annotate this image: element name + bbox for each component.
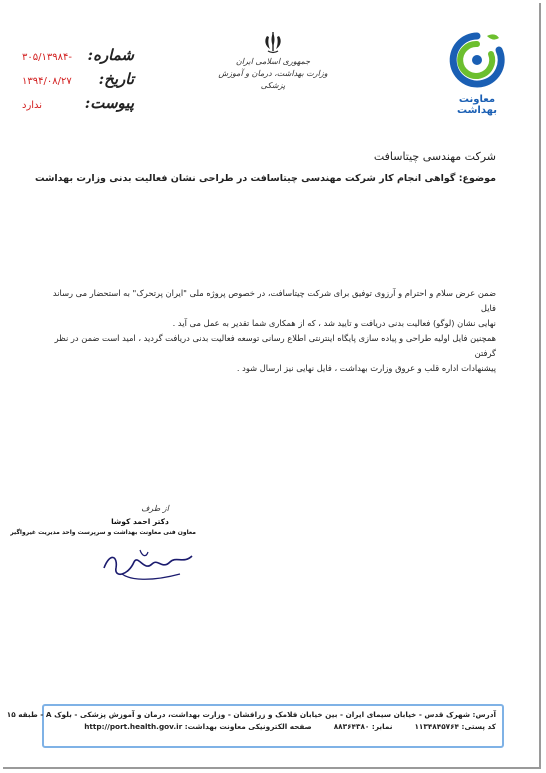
health-deputy-logo bbox=[440, 30, 514, 116]
body-line: نهایی نشان (لوگو) فعالیت بدنی دریافت و تایید شد ، که از همکاری شما تقدیر به عمل می آید . bbox=[172, 318, 496, 328]
signer-title: معاون فنی معاونت بهداشت و سرپرست واحد مدیریت غیرواگیر bbox=[10, 529, 196, 536]
gov-line-ministry: وزارت بهداشت، درمان و آموزش پزشکی bbox=[218, 69, 328, 90]
letter-body bbox=[50, 286, 496, 376]
footer-address-row bbox=[6, 709, 496, 721]
handwritten-signature-icon bbox=[100, 542, 196, 584]
attachment-value: ندارد bbox=[22, 100, 43, 111]
date-label: تاریخ: bbox=[98, 70, 134, 88]
footer-fax: نمابر: ۸۸۳۶۴۳۸۰ bbox=[333, 722, 393, 731]
signature-block bbox=[10, 504, 196, 584]
date-row bbox=[22, 70, 134, 94]
attachment-label: پیوست: bbox=[84, 94, 134, 112]
iran-emblem-icon bbox=[260, 30, 286, 56]
footer-website: صفحه الکترونیکی معاونت بهداشت: http://port.health.gov.ir bbox=[84, 722, 312, 731]
footer-address: آدرس: شهرک قدس - خیابان سیمای ایران - بین خیابان فلامک و زرافشان - وزارت بهداشت، درمان و آموزش پزشکی - بلوک A - طبقه ۱۵ bbox=[6, 710, 496, 719]
number-value: ۳۰۵/۱۳۹۸۴- bbox=[22, 52, 72, 63]
gov-line-republic: جمهوری اسلامی ایران bbox=[235, 57, 311, 66]
health-logo-icon bbox=[447, 30, 507, 88]
signature-intro: از طرف bbox=[141, 504, 169, 513]
footer-postal-code: کد پستی: ۱۱۳۴۸۴۵۷۶۴ bbox=[414, 722, 496, 731]
government-emblem-block bbox=[218, 30, 328, 92]
logo-caption: معاونت بهداشت bbox=[457, 94, 497, 116]
recipient: شرکت مهندسی چیتاسافت bbox=[373, 150, 496, 163]
subject-line: موضوع: گواهی انجام کار شرکت مهندسی چیتاسافت در طراحی نشان فعالیت بدنی وزارت بهداشت bbox=[35, 173, 496, 184]
body-line: پیشنهادات اداره قلب و عروق وزارت بهداشت ، فایل نهایی نیز ارسال شود . bbox=[236, 363, 496, 373]
footer-contact-row bbox=[50, 721, 496, 733]
body-line: همچنین فایل اولیه طراحی و پیاده سازی پایگاه اینترنتی اطلاع رسانی توسعه فعالیت بدنی دریافت گردید ، امید است ضمن در نظر گرفتن bbox=[54, 333, 496, 358]
body-line: ضمن عرض سلام و احترام و آرزوی توفیق برای شرکت چیتاسافت، در خصوص پروژه ملی "ایران پرتحرک" به استحضار می رساند فایل bbox=[52, 288, 496, 313]
number-row bbox=[22, 46, 134, 70]
footer-address-box bbox=[6, 704, 504, 748]
date-value: ۱۳۹۴/۰۸/۲۷ bbox=[22, 76, 72, 87]
signer-name: دکتر احمد کوشا bbox=[111, 517, 169, 526]
attachment-row bbox=[22, 94, 134, 118]
letter-meta bbox=[22, 46, 134, 118]
number-label: شماره: bbox=[87, 46, 134, 64]
